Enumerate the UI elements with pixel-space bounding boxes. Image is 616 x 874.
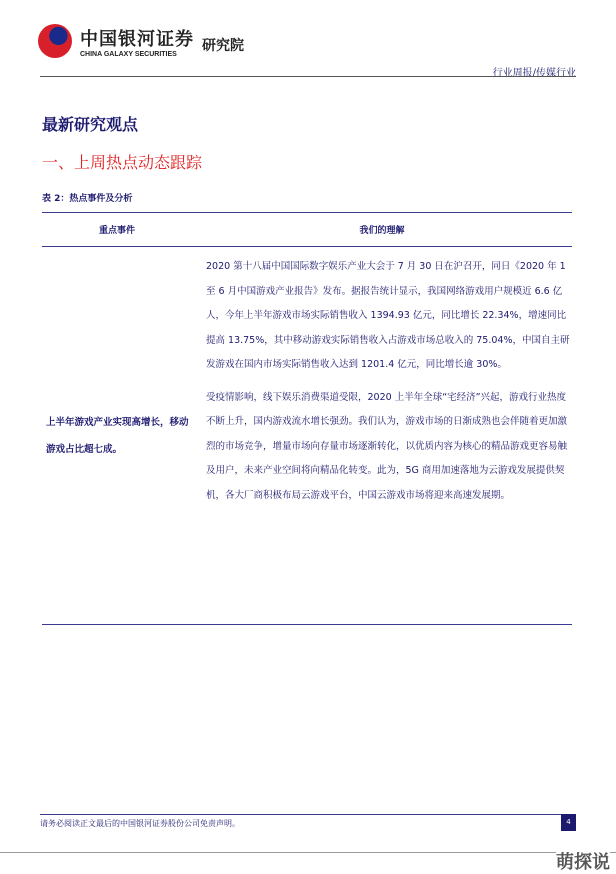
table-row xyxy=(42,247,572,624)
page-bottom-line xyxy=(0,852,616,853)
event-cell: 上半年游戏产业实现高增长，移动游戏占比超七成。 xyxy=(46,416,189,455)
watermark: 萌探说 xyxy=(556,848,610,874)
galaxy-logo-icon xyxy=(38,24,72,58)
logo-cn: 中国银河证券 xyxy=(80,28,194,50)
page-title: 最新研究观点 xyxy=(42,115,139,134)
footer-divider xyxy=(40,814,576,815)
company-logo xyxy=(38,24,244,58)
analysis-paragraph: 2020 第十八届中国国际数字娱乐产业大会于 7 月 30 日在沪召开，同日《2020 年 1 至 6 月中国游戏产业报告》发布。据报告统计显示，我国网络游戏用户规模近 6.6 亿人，今年上半年游戏市场实际销售收入 1394.93 亿元，同比增长 22.34%，增速同比提高 13.75%，其中移动游戏实际销售收入占游戏市场总收入的 75.04%，中国自主研发游戏在国内市场实际销售收入达到 1201.4 亿元，同比增长逾 30%。 xyxy=(206,261,570,370)
disclaimer: 请务必阅读正文最后的中国银河证券股份公司免责声明。 xyxy=(40,819,240,828)
hot-events-table xyxy=(42,212,572,625)
report-type: 行业周报/传媒行业 xyxy=(492,68,576,79)
analysis-cell xyxy=(196,247,572,624)
table-header xyxy=(42,213,572,247)
institute-label: 研究院 xyxy=(202,38,244,54)
analysis-paragraph: 受疫情影响，线下娱乐消费渠道受限，2020 上半年全球“宅经济”兴起，游戏行业热度不断上升，国内游戏流水增长强劲。我们认为，游戏市场的日渐成熟也会伴随着更加激烈的市场竞争，增量市场向存量市场逐渐转化，以优质内容为核心的精品游戏更容易触及用户，未来产业空间将向精品化转变。此为，5G 商用加速落地为云游戏发展提供契机，各大厂商积极布局云游戏平台，中国云游戏市场将迎来高速发展期。 xyxy=(206,391,568,501)
header-event: 重点事件 xyxy=(98,226,135,236)
table-caption: 表 2：热点事件及分析 xyxy=(42,194,133,204)
page-number: 4 xyxy=(561,814,576,831)
header-divider xyxy=(40,76,576,77)
logo-en: CHINA GALAXY SECURITIES xyxy=(80,50,177,58)
section-heading: 一、上周热点动态跟踪 xyxy=(42,153,203,172)
header-analysis: 我们的理解 xyxy=(359,226,405,236)
